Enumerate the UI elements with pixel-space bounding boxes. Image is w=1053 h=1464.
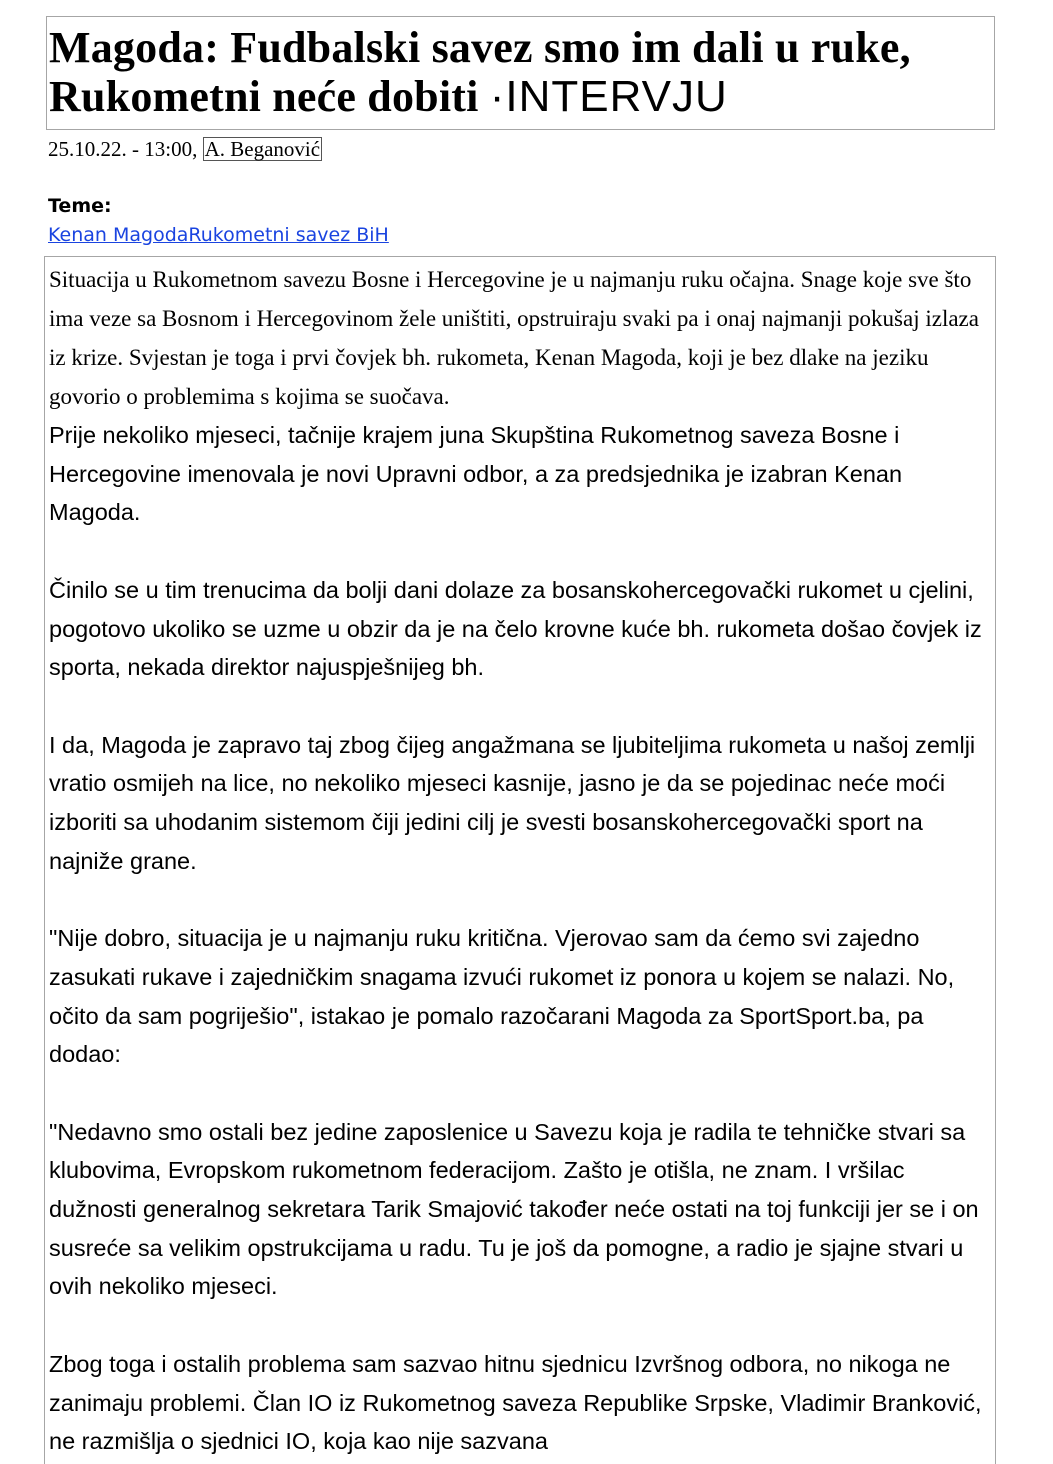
article-title-text: Magoda: Fudbalski savez smo im dali u ruke, Rukometni neće dobiti (49, 23, 911, 121)
article-paragraph: "Nije dobro, situacija je u najmanju ruku kritična. Vjerovao sam da ćemo svi zajedno zasukati rukave i zajedničkim snagama izvući rukomet iz ponora u kojem se nalazi. No, očito da sam pogriješio", istakao je pomalo razočarani Magoda za SportSport.ba, pa dodao: (49, 925, 955, 1068)
topic-link-rukometni-savez[interactable]: Rukometni savez BiH (188, 224, 389, 246)
article-paragraph: I da, Magoda je zapravo taj zbog čijeg angažmana se ljubiteljima rukometa u našoj zemlji vratio osmijeh na lice, no nekoliko mjeseci kasnije, jasno je da se pojedinac neće moći izboriti sa uhodanim sistemom čiji jedini cilj je svesti bosanskohercegovački sport na najniže grane. (49, 731, 976, 874)
byline (48, 136, 322, 162)
article-paragraph: Prije nekoliko mjeseci, tačnije krajem juna Skupština Rukometnog saveza Bosne i Hercegovine imenovala je novi Upravni odbor, a za predsjednika je izabran Kenan Magoda. (49, 422, 903, 526)
article-body (44, 256, 996, 1464)
article-tag: ·INTERVJU (489, 72, 728, 121)
topics-label: Teme: (48, 195, 112, 217)
topics-links (48, 223, 389, 247)
article-paragraph: Činilo se u tim trenucima da bolji dani dolaze za bosanskohercegovački rukomet u cjelini, pogotovo ukoliko se uzme u obzir da je na čelo krovne kuće bh. rukometa došao čovjek iz sporta, nekada direktor najuspješnijeg bh. (49, 576, 982, 681)
article-lead: Situacija u Rukometnom savezu Bosne i Hercegovine je u najmanju ruku očajna. Snage koje sve što ima veze sa Bosnom i Hercegovinom žele uništiti, opstruiraju svaki pa i onaj najmanji pokušaj izlaza iz krize. Svjestan je toga i prvi čovjek bh. rukometa, Kenan Magoda, koji je bez dlake na jeziku govorio o problemima s kojima se suočava. (49, 267, 979, 409)
article-date: 25.10.22. - 13:00, (48, 137, 198, 161)
article-paragraph: "Nedavno smo ostali bez jedine zaposlenice u Savezu koja je radila te tehničke stvari sa klubovima, Evropskom rukometnom federacijom. Zašto je otišla, ne znam. I vršilac dužnosti generalnog sekretara Tarik Smajović također neće ostati na toj funkciji jer se i on susreće sa velikim opstrukcijama u radu. Tu je još da pomogne, a radio je sjajne stvari u ovih nekoliko mjeseci. (49, 1118, 979, 1300)
article-paragraph: Zbog toga i ostalih problema sam sazvao hitnu sjednicu Izvršnog odbora, no nikoga ne zanimaju problemi. Član IO iz Rukometnog saveza Republike Srpske, Vladimir Branković, ne razmišlja o sjednici IO, koja kao nije sazvana (49, 1350, 982, 1455)
headline-box (46, 16, 995, 130)
author-name[interactable]: A. Beganović (204, 137, 321, 161)
topic-link-kenan-magoda[interactable]: Kenan Magoda (48, 224, 189, 246)
article-title (49, 23, 994, 121)
